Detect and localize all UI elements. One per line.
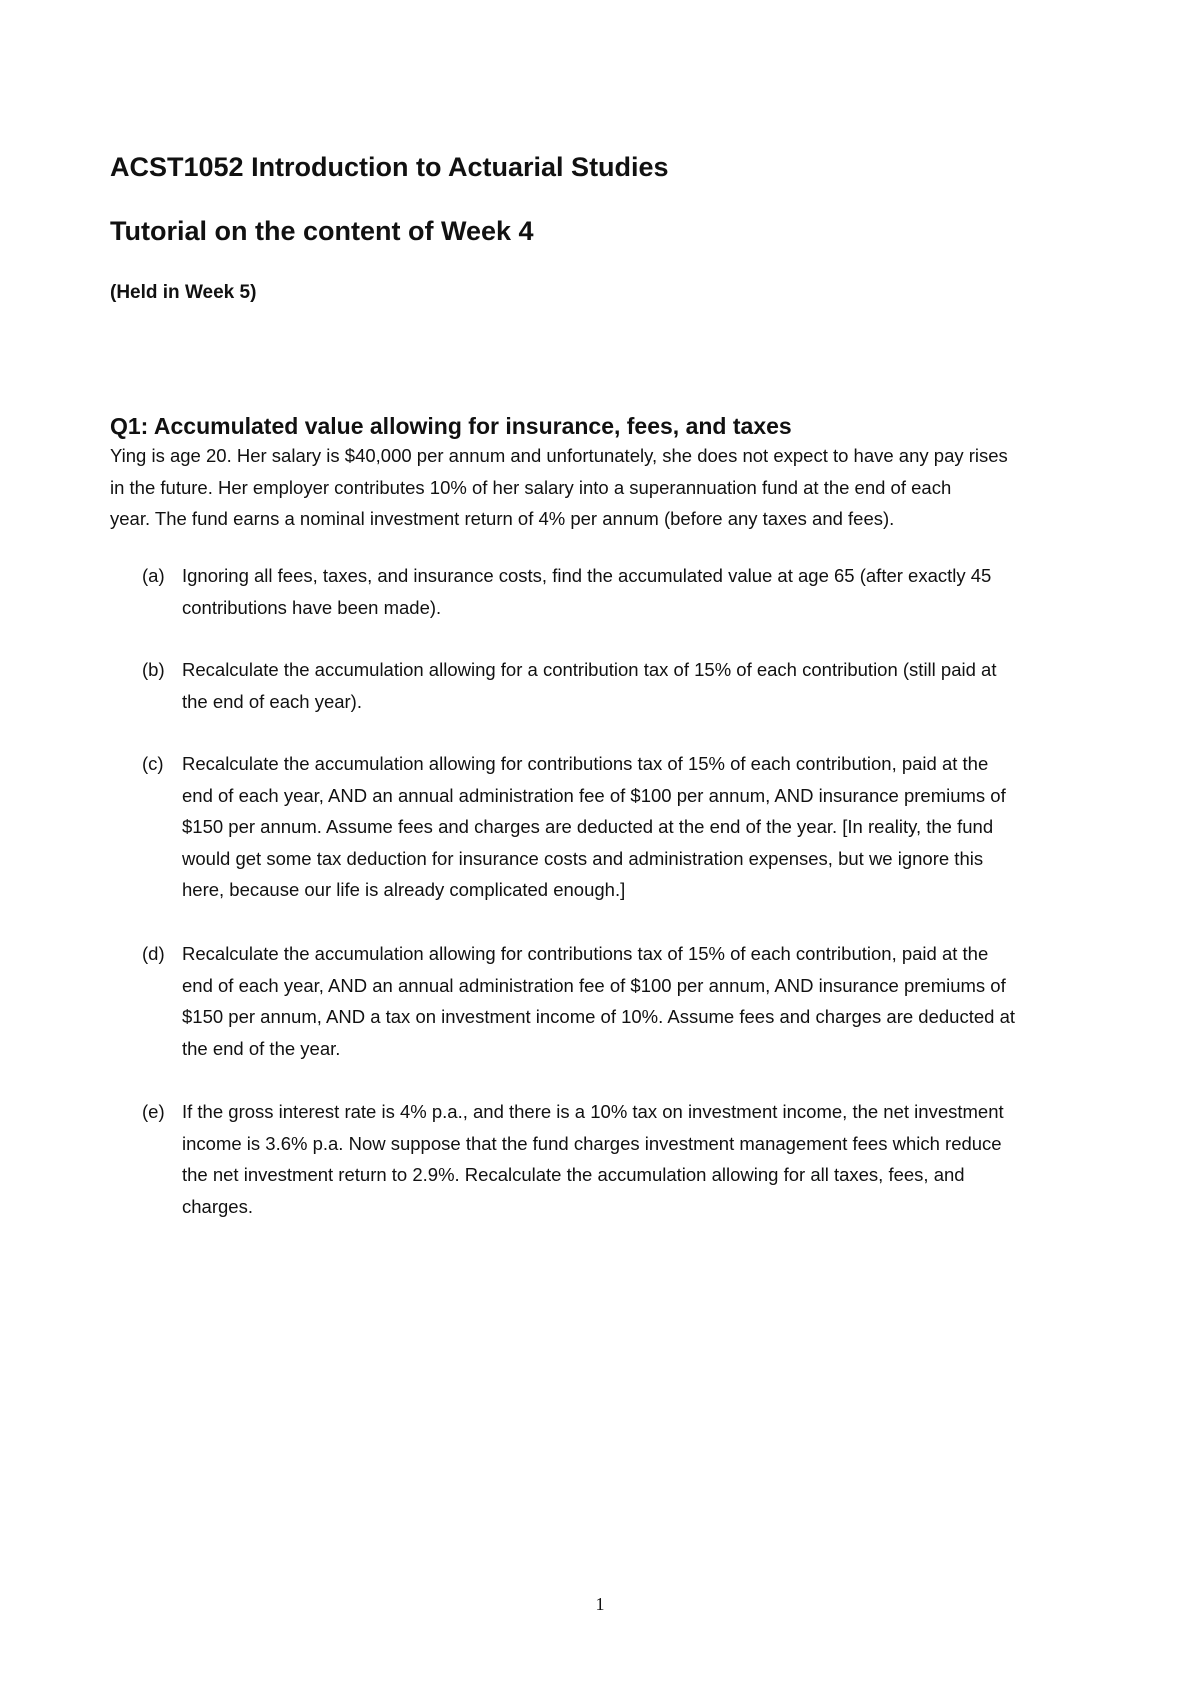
question-1-heading: Q1: Accumulated value allowing for insurance, fees, and taxes bbox=[110, 413, 792, 439]
part-line: income is 3.6% p.a. Now suppose that the fund charges investment management fees which reduce bbox=[182, 1132, 1002, 1154]
part-line: the end of each year). bbox=[182, 690, 362, 712]
part-label: (d) bbox=[142, 943, 165, 964]
part-line: here, because our life is already complicated enough.] bbox=[182, 879, 626, 900]
part-a bbox=[142, 560, 1112, 623]
part-line: If the gross interest rate is 4% p.a., and there is a 10% tax on investment income, the net investment bbox=[182, 1101, 1004, 1122]
part-label: (a) bbox=[142, 565, 165, 586]
question-1-intro bbox=[110, 440, 1110, 535]
part-content bbox=[182, 748, 1112, 906]
part-b bbox=[142, 654, 1112, 717]
part-content bbox=[182, 560, 1112, 623]
intro-line: Ying is age 20. Her salary is $40,000 per annum and unfortunately, she does not expect to have any pay rises bbox=[110, 445, 1008, 466]
course-title: ACST1052 Introduction to Actuarial Studies bbox=[110, 152, 669, 182]
part-line: contributions have been made). bbox=[182, 596, 442, 618]
part-e bbox=[142, 1096, 1112, 1222]
part-line: end of each year, AND an annual administration fee of $100 per annum, AND insurance premiums of bbox=[182, 784, 1006, 806]
part-line: would get some tax deduction for insurance costs and administration expenses, but we ignore this bbox=[182, 847, 984, 869]
page-number: 1 bbox=[595, 1594, 605, 1614]
held-note: (Held in Week 5) bbox=[110, 282, 257, 303]
part-d bbox=[142, 938, 1112, 1064]
intro-line: year. The fund earns a nominal investment return of 4% per annum (before any taxes and fees). bbox=[110, 508, 895, 529]
part-line: end of each year, AND an annual administration fee of $100 per annum, AND insurance premiums of bbox=[182, 974, 1006, 996]
part-line: charges. bbox=[182, 1195, 253, 1217]
part-label: (e) bbox=[142, 1101, 165, 1122]
part-line: Recalculate the accumulation allowing for a contribution tax of 15% of each contribution (still paid at bbox=[182, 659, 997, 680]
part-content bbox=[182, 1096, 1112, 1222]
part-content bbox=[182, 654, 1112, 717]
part-line: Recalculate the accumulation allowing for contributions tax of 15% of each contribution, paid at the bbox=[182, 943, 989, 964]
part-line: Ignoring all fees, taxes, and insurance costs, find the accumulated value at age 65 (after exactly 45 bbox=[182, 565, 992, 586]
intro-line: in the future. Her employer contributes 10% of her salary into a superannuation fund at the end of each bbox=[110, 476, 952, 498]
part-label: (b) bbox=[142, 659, 165, 680]
part-line: $150 per annum, AND a tax on investment income of 10%. Assume fees and charges are deducted at bbox=[182, 1006, 1015, 1027]
part-content bbox=[182, 938, 1112, 1064]
part-line: Recalculate the accumulation allowing for contributions tax of 15% of each contribution, paid at the bbox=[182, 753, 989, 774]
part-c bbox=[142, 748, 1112, 906]
part-line: the net investment return to 2.9%. Recalculate the accumulation allowing for all taxes, fees, and bbox=[182, 1164, 965, 1185]
tutorial-title: Tutorial on the content of Week 4 bbox=[110, 216, 534, 246]
part-line: the end of the year. bbox=[182, 1037, 341, 1059]
part-line: $150 per annum. Assume fees and charges are deducted at the end of the year. [In reality, the fund bbox=[182, 816, 994, 837]
part-label: (c) bbox=[142, 753, 164, 774]
